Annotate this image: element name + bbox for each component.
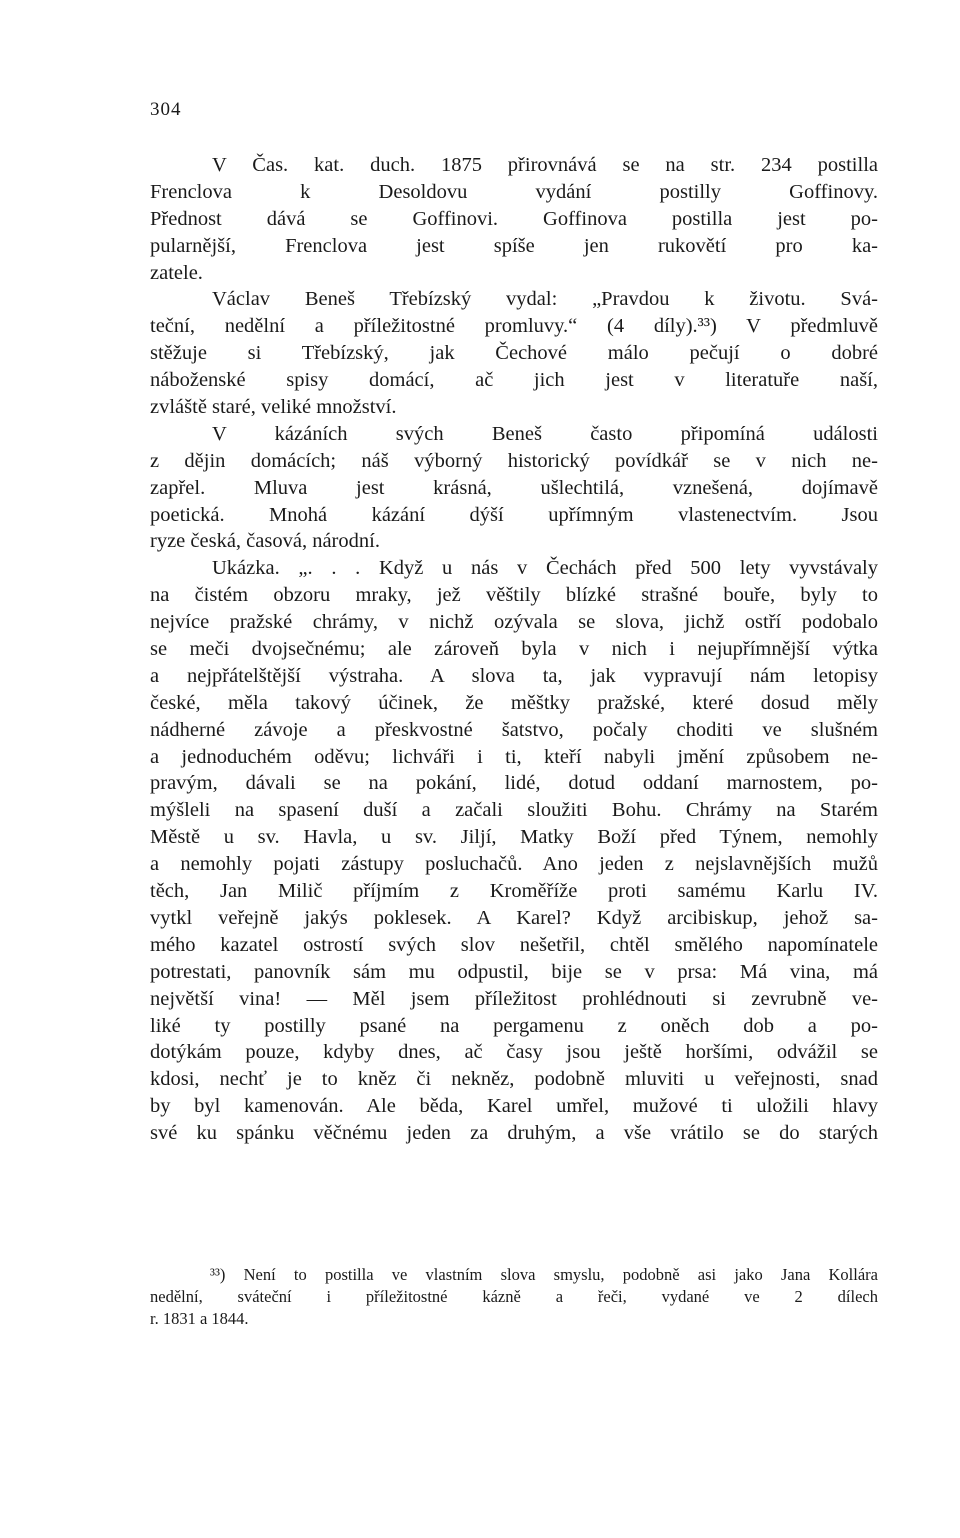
text-line: Frenclova k Desoldovu vydání postilly Goffinovy. — [150, 180, 878, 203]
text-line: nejvíce pražské chrámy, v nichž ozývala se slova, jichž ostří podobalo — [150, 611, 878, 634]
text-line: potrestati, panovník sám mu odpustil, bije se v prsa: Má vina, má — [150, 960, 878, 983]
text-line: a jednoduchém oděvu; lichváři i ti, kteří nabyli jmění způsobem ne- — [150, 745, 878, 768]
text-line: vytkl veřejně jakýs poklesek. A Karel? Když arcibiskup, jehož sa- — [150, 906, 878, 929]
text-line: se meči dvojsečnému; ale zároveň byla v nich i nejupřímnější výtka — [150, 638, 878, 661]
text-line: a nejpřátelštější výstraha. A slova ta, jak vypravují nám letopisy — [150, 664, 878, 687]
text-line: Přednost dává se Goffinovi. Goffinova postilla jest po- — [150, 207, 878, 230]
text-line: by byl kamenován. Ale běda, Karel umřel, mužové ti uložili hlavy — [150, 1095, 878, 1118]
text-line: těch, Jan Milič příjmím z Kroměříže proti samému Karlu IV. — [150, 880, 878, 903]
text-line: pularnější, Frenclova jest spíše jen rukovětí pro ka- — [150, 234, 878, 257]
text-line: české, měla takový účinek, že měštky pražské, které dosud měly — [150, 691, 878, 714]
text-line: své ku spánku věčnému jeden za druhým, a vše vrátilo se do starých — [150, 1122, 878, 1145]
text-line: největší vina! — Měl jsem příležitost prohlédnouti si zevrubně ve- — [150, 987, 878, 1010]
text-line: Ukázka. „. . . Když u nás v Čechách před 500 lety vyvstávaly — [212, 557, 878, 580]
text-line: Václav Beneš Třebízský vydal: „Pravdou k životu. Svá- — [212, 288, 878, 311]
text-line: zapřel. Mluva jest krásná, ušlechtilá, vznešená, dojímavě — [150, 476, 878, 499]
text-line: pravým, dávali se na pokání, lidé, dotud oddaní marnostem, po- — [150, 772, 878, 795]
text-line: zatele. — [150, 261, 203, 284]
text-line: Městě u sv. Havla, u sv. Jiljí, Matky Boží před Týnem, nemohly — [150, 826, 878, 849]
text-line: teční, nedělní a příležitostné promluvy.“ (4 díly).³³) V předmluvě — [150, 315, 878, 338]
text-line: liké ty postilly psané na pergamenu z oněch dob a po- — [150, 1014, 878, 1037]
text-line: mýšleli na spasení duší a začali sloužiti Bohu. Chrámy na Starém — [150, 799, 878, 822]
text-line: kdosi, nechť je to kněz či nekněz, podobně mluviti u veřejnosti, snad — [150, 1068, 878, 1091]
text-line: dotýkám pouze, kdyby dnes, ač časy jsou ještě horšími, odvážil se — [150, 1041, 878, 1064]
text-line: stěžuje si Třebízský, jak Čechové málo pečují o dobré — [150, 342, 878, 365]
footnote-line: r. 1831 a 1844. — [150, 1309, 249, 1328]
text-line: z dějin domácích; náš výborný historický povídkář se v nich ne- — [150, 449, 878, 472]
footnotes — [150, 1264, 878, 1330]
text-line: poetická. Mnohá kázání dýší upřímným vlastenectvím. Jsou — [150, 503, 878, 526]
footnote-separator — [150, 1251, 878, 1252]
footnote-line: ³³) Není to postilla ve vlastním slova smyslu, podobně asi jako Jana Kollára — [210, 1265, 878, 1284]
text-line: a nemohly pojati zástupy posluchačů. Ano jeden z nejslavnějších mužů — [150, 853, 878, 876]
text-line: mého kazatel ostrostí svých slov nešetřil, chtěl smělého napomínatele — [150, 933, 878, 956]
footnote-line: nedělní, sváteční i příležitostné kázně a řeči, vydané ve 2 dílech — [150, 1287, 878, 1306]
page-number: 304 — [150, 99, 182, 120]
text-line: V kázáních svých Beneš často připomíná události — [212, 422, 878, 445]
text-line: nádherné závoje a přeskvostné šatstvo, počaly choditi ve slušném — [150, 718, 878, 741]
text-line: ryze česká, časová, národní. — [150, 530, 380, 553]
text-line: zvláště staré, veliké množství. — [150, 396, 397, 419]
body-text — [150, 152, 878, 1147]
text-line: na čistém obzoru mraky, jež věštily blízké strašné bouře, byly to — [150, 584, 878, 607]
text-line: náboženské spisy domácí, ač jich jest v literatuře naší, — [150, 369, 878, 392]
text-line: V Čas. kat. duch. 1875 přirovnává se na str. 234 postilla — [212, 154, 878, 176]
